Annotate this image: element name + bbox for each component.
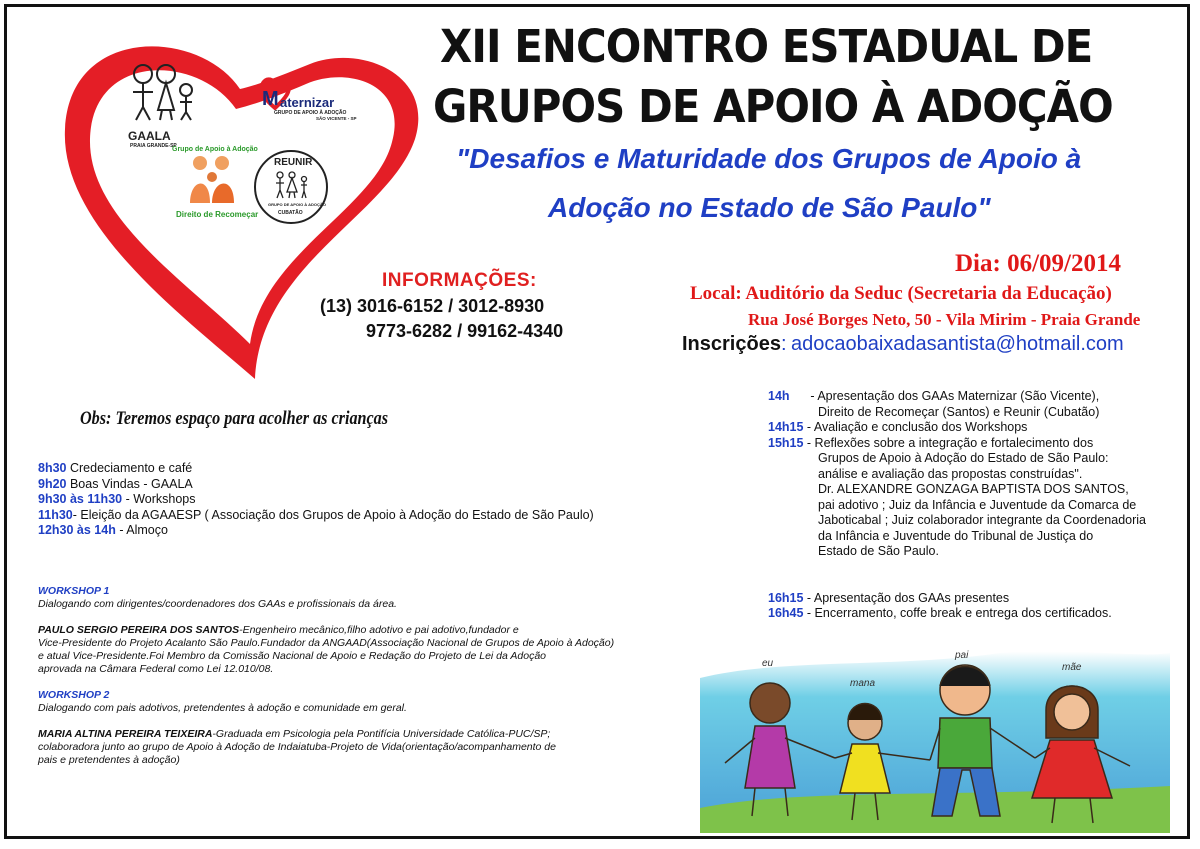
children-family-drawing (700, 648, 1170, 833)
workshop-1-bio-line-3: e atual Vice-Presidente.Foi Membro da Comissão Nacional de Apoio e Redação do Projeto de Lei da Adoção (38, 650, 546, 662)
workshop-2-speaker: MARIA ALTINA PEREIRA TEIXEIRA (38, 728, 213, 740)
schedule-text: Credeciamento e café (66, 461, 193, 475)
schedule-text: Jaboticabal ; Juiz colaborador integrante da Coordenadoria (818, 513, 1146, 527)
afternoon-schedule (768, 389, 1168, 622)
schedule-time: 8h30 (38, 461, 67, 475)
schedule-time: 9h20 (38, 476, 67, 491)
workshop-1-speaker: PAULO SERGIO PEREIRA DOS SANTOS (38, 624, 240, 636)
schedule-time: 9h30 às 11h30 (38, 492, 123, 506)
schedule-time: 12h30 às 14h (38, 523, 116, 537)
schedule-item (38, 492, 658, 508)
registration-separator: : (780, 333, 787, 355)
schedule-item (38, 523, 658, 539)
schedule-time: 11h30 (38, 507, 73, 522)
workshop-2-description: Dialogando com pais adotivos, pretendentes à adoção e comunidade em geral. (38, 702, 407, 714)
workshop-1-bio-line-1: -Engenheiro mecânico,filho adotivo e pai adotivo,fundador e (239, 624, 519, 636)
schedule-text: - Eleição da AGAAESP ( Associação dos Grupos de Apoio à Adoção do Estado de São Paulo) (72, 507, 594, 522)
workshop-1-bio-line-2: Vice-Presidente do Projeto Acalanto São Paulo.Fundador da ANGAAD(Associação Nacional de Grupos de Apoio à Adoção) (38, 637, 615, 649)
direito-logo-top: Grupo de Apoio à Adoção (172, 146, 258, 153)
schedule-text: - Apresentação dos GAAs presentes (803, 590, 1010, 605)
schedule-text: pai adotivo ; Juiz da Infância e Juventude da Comarca de (818, 497, 1137, 512)
drawing-label-mana: mana (850, 678, 876, 689)
maternizar-logo-m: M (262, 88, 279, 110)
registration-label: Inscrições (682, 333, 781, 355)
schedule-text: - Encerramento, coffe break e entrega dos certificados. (803, 606, 1112, 620)
reunir-logo-sub: GRUPO DE APOIO À ADOÇÃO (268, 202, 326, 207)
workshop-2-bio-line-1: -Graduada em Psicologia pela Pontifícia Universidade Católica-PUC/SP; (212, 728, 551, 740)
event-address: Rua José Borges Neto, 50 - Vila Mirim - Praia Grande (748, 310, 1141, 329)
drawing-label-mae: mãe (1062, 662, 1082, 673)
schedule-text: Estado de São Paulo. (818, 544, 939, 558)
event-local: Local: Auditório da Seduc (Secretaria da Educação) (690, 283, 1112, 304)
workshop-1-bio-line-4: aprovada na Câmara Federal como Lei 12.010/08. (38, 663, 274, 675)
schedule-text: - Avaliação e conclusão dos Workshops (803, 420, 1028, 434)
schedule-text: análise e avaliação das propostas construídas". (818, 466, 1083, 481)
schedule-text: - Workshops (122, 492, 196, 506)
maternizar-logo-name: aternizar (280, 95, 335, 110)
schedule-text: Grupos de Apoio à Adoção do Estado de São Paulo: (818, 451, 1109, 465)
workshops-section (38, 585, 658, 767)
drawing-label-pai: pai (955, 650, 969, 661)
event-date: Dia: 06/09/2014 (955, 250, 1121, 277)
reunir-logo-city: CUBATÃO (278, 210, 303, 216)
schedule-text: Direito de Recomeçar (Santos) e Reunir (Cubatão) (818, 404, 1100, 419)
gaala-logo (118, 62, 208, 147)
family-icon (118, 62, 208, 124)
workshop-2-bio-line-2: colaboradora junto ao grupo de Apoio à Adoção de Indaiatuba-Projeto de Vida(orientação/acompanhamento de (38, 741, 556, 753)
schedule-time: 16h45 (768, 606, 804, 620)
event-title-line-1: XII ENCONTRO ESTADUAL DE (440, 20, 1093, 73)
workshop-2-bio-line-3: pais e pretendentes à adoção) (38, 754, 180, 766)
schedule-item (38, 461, 658, 477)
event-title-line-2: GRUPOS DE APOIO À ADOÇÃO (433, 80, 1113, 133)
reunir-logo (254, 150, 328, 224)
info-heading: INFORMAÇÕES: (382, 270, 537, 291)
schedule-item (38, 477, 658, 493)
maternizar-logo-sub: GRUPO DE APOIO À ADOÇÃO (274, 110, 347, 116)
schedule-time: 15h15 (768, 435, 804, 450)
family-figures-icon (172, 153, 252, 205)
gaala-logo-city: PRAIA GRANDE-SP (130, 143, 177, 149)
reunir-logo-name: REUNIR (274, 157, 313, 168)
schedule-text: - Almoço (115, 523, 168, 537)
reunir-family-icon (272, 170, 312, 200)
workshop-2-title: WORKSHOP 2 (38, 689, 110, 701)
info-phone-1: (13) 3016-6152 / 3012-8930 (320, 296, 545, 316)
children-note: Obs: Teremos espaço para acolher as crianças (80, 408, 389, 429)
workshop-1-title: WORKSHOP 1 (38, 585, 110, 597)
drawing-label-eu: eu (762, 658, 774, 669)
workshop-1-description: Dialogando com dirigentes/coordenadores dos GAAs e profissionais da área. (38, 598, 397, 610)
morning-schedule (38, 461, 658, 539)
event-subtitle-line-2: Adoção no Estado de São Paulo" (548, 192, 991, 223)
schedule-text: da Infância e Juventude do Tribunal de Justiça do (818, 528, 1094, 543)
registration-line (682, 333, 1124, 356)
schedule-time: 14h (768, 389, 790, 403)
schedule-text: - Apresentação dos GAAs Maternizar (São Vicente), (789, 389, 1100, 403)
gaala-logo-name: GAALA (128, 129, 171, 143)
schedule-text: Boas Vindas - GAALA (66, 476, 193, 491)
info-phone-2: 9773-6282 / 99162-4340 (366, 321, 564, 341)
direito-logo-bottom: Direito de Recomeçar (176, 210, 259, 219)
event-subtitle-line-1: "Desafios e Maturidade dos Grupos de Apoio à (456, 143, 1082, 174)
maternizar-logo (258, 76, 368, 124)
direito-recomecar-logo (172, 146, 259, 228)
registration-email-link[interactable]: adocaobaixadasantista@hotmail.com (790, 333, 1124, 355)
schedule-text: Dr. ALEXANDRE GONZAGA BAPTISTA DOS SANTOS, (818, 482, 1129, 496)
schedule-text: - Reflexões sobre a integração e fortalecimento dos (803, 435, 1094, 450)
maternizar-logo-city: SÃO VICENTE - SP (316, 116, 357, 121)
schedule-item (38, 508, 658, 524)
schedule-time: 14h15 (768, 420, 804, 434)
schedule-time: 16h15 (768, 590, 804, 605)
